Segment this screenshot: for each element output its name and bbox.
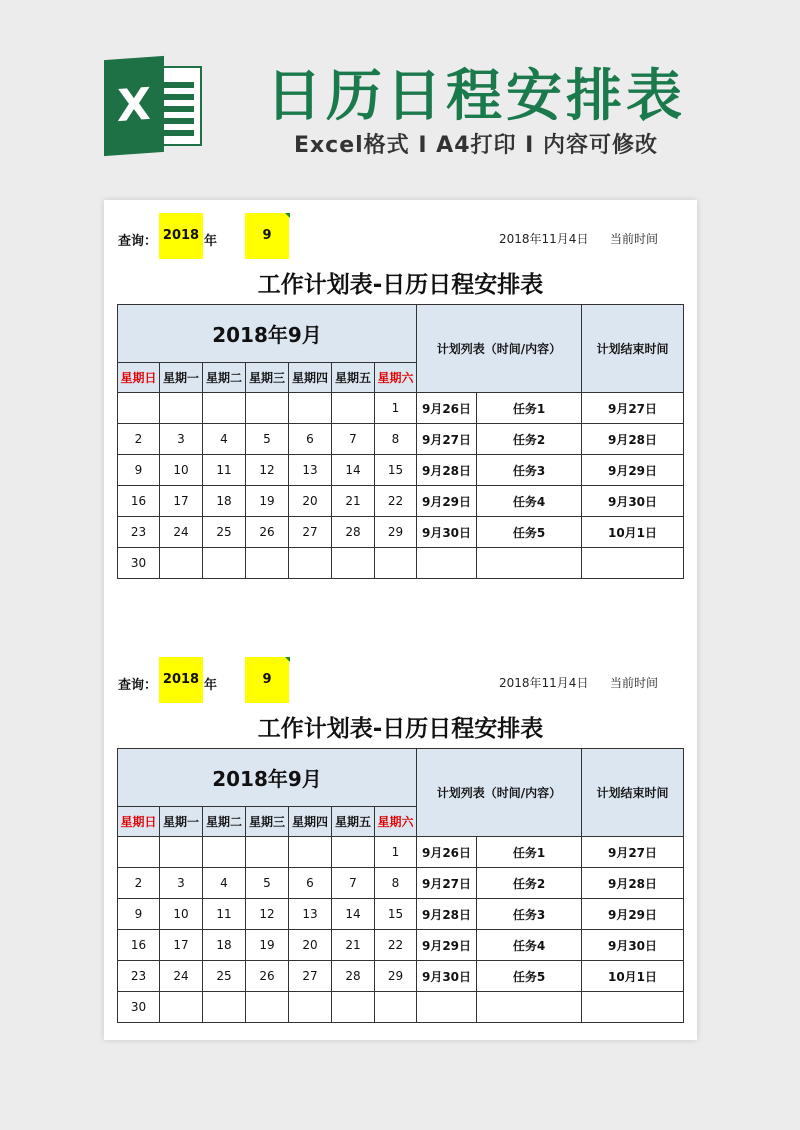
table-row [118, 961, 684, 992]
plan-task-cell[interactable]: 任务2 [477, 424, 582, 455]
plan-end-cell[interactable]: 9月27日 [582, 837, 684, 868]
day-cell[interactable] [375, 992, 417, 1023]
day-cell[interactable] [118, 393, 160, 424]
day-cell[interactable]: 3 [160, 424, 203, 455]
weekday-header: 星期三 [246, 363, 289, 393]
weekday-header: 星期二 [203, 807, 246, 837]
weekday-header: 星期三 [246, 807, 289, 837]
plan-date-cell[interactable]: 9月30日 [417, 517, 477, 548]
weekday-header: 星期四 [289, 807, 332, 837]
day-cell[interactable]: 28 [332, 517, 375, 548]
table-row [118, 930, 684, 961]
excel-x-icon [104, 56, 164, 156]
plan-task-cell[interactable]: 任务3 [477, 899, 582, 930]
table-row [118, 868, 684, 899]
weekday-header: 星期一 [160, 807, 203, 837]
plan-date-cell[interactable]: 9月27日 [417, 424, 477, 455]
day-cell[interactable]: 13 [289, 455, 332, 486]
day-cell[interactable] [375, 548, 417, 579]
day-cell[interactable]: 23 [118, 961, 160, 992]
cell-comment-indicator-icon [285, 657, 290, 662]
day-cell[interactable]: 7 [332, 424, 375, 455]
day-cell[interactable]: 29 [375, 961, 417, 992]
day-cell[interactable]: 7 [332, 868, 375, 899]
day-cell[interactable]: 24 [160, 517, 203, 548]
current-time-label: 当前时间 [610, 676, 659, 690]
plan-list-header: 计划列表（时间/内容） [417, 305, 582, 393]
table-row [118, 393, 684, 424]
day-cell[interactable]: 8 [375, 868, 417, 899]
cell-comment-indicator-icon [285, 213, 290, 218]
month-input-cell[interactable]: 9 [245, 213, 289, 259]
plan-date-cell[interactable]: 9月26日 [417, 837, 477, 868]
sheet-title: 工作计划表-日历日程安排表 [257, 716, 544, 742]
plan-date-cell[interactable]: 9月27日 [417, 868, 477, 899]
month-header: 2018年9月 [118, 305, 417, 363]
day-cell[interactable]: 6 [289, 868, 332, 899]
plan-date-cell[interactable] [417, 548, 477, 579]
current-date: 2018年11月4日 [499, 232, 589, 246]
table-row [118, 517, 684, 548]
query-label: 查询： [118, 234, 158, 249]
year-input-cell[interactable]: 2018 [159, 657, 203, 703]
plan-list-header: 计划列表（时间/内容） [417, 749, 582, 837]
plan-date-cell[interactable]: 9月29日 [417, 930, 477, 961]
day-cell[interactable]: 30 [118, 548, 160, 579]
day-cell[interactable] [246, 992, 289, 1023]
current-date: 2018年11月4日 [499, 676, 589, 690]
day-cell[interactable]: 12 [246, 899, 289, 930]
day-cell[interactable]: 14 [332, 455, 375, 486]
day-cell[interactable] [203, 992, 246, 1023]
current-time-label: 当前时间 [610, 232, 659, 246]
plan-date-cell[interactable] [417, 992, 477, 1023]
day-cell[interactable] [289, 548, 332, 579]
day-cell[interactable] [246, 548, 289, 579]
day-cell[interactable]: 17 [160, 486, 203, 517]
weekday-header: 星期二 [203, 363, 246, 393]
day-cell[interactable]: 15 [375, 455, 417, 486]
calendar-table [117, 304, 684, 579]
day-cell[interactable] [289, 837, 332, 868]
day-cell[interactable]: 20 [289, 930, 332, 961]
day-cell[interactable] [332, 548, 375, 579]
day-cell[interactable]: 13 [289, 899, 332, 930]
day-cell[interactable] [160, 548, 203, 579]
weekday-header: 星期五 [332, 807, 375, 837]
table-row [118, 548, 684, 579]
day-cell[interactable]: 27 [289, 961, 332, 992]
weekday-header: 星期日 [118, 807, 160, 837]
plan-end-cell[interactable]: 10月1日 [582, 517, 684, 548]
banner-subtitle: Excel格式 I A4打印 I 内容可修改 [293, 133, 659, 158]
day-cell[interactable]: 3 [160, 868, 203, 899]
day-cell[interactable]: 14 [332, 899, 375, 930]
day-cell[interactable]: 29 [375, 517, 417, 548]
year-input-cell[interactable]: 2018 [159, 213, 203, 259]
plan-task-cell[interactable] [477, 548, 582, 579]
plan-task-cell[interactable]: 任务5 [477, 517, 582, 548]
excel-logo-icon [104, 58, 204, 154]
day-cell[interactable]: 11 [203, 899, 246, 930]
banner-title: 日历日程安排表 [266, 64, 686, 129]
day-cell[interactable]: 28 [332, 961, 375, 992]
day-cell[interactable]: 21 [332, 930, 375, 961]
day-cell[interactable]: 20 [289, 486, 332, 517]
day-cell[interactable]: 1 [375, 393, 417, 424]
day-cell[interactable] [203, 393, 246, 424]
sheet-title: 工作计划表-日历日程安排表 [257, 272, 544, 298]
day-cell[interactable]: 9 [118, 455, 160, 486]
day-cell[interactable]: 9 [118, 899, 160, 930]
end-time-header: 计划结束时间 [582, 305, 684, 393]
plan-task-cell[interactable]: 任务4 [477, 486, 582, 517]
day-cell[interactable]: 19 [246, 930, 289, 961]
day-cell[interactable]: 22 [375, 486, 417, 517]
day-cell[interactable]: 23 [118, 517, 160, 548]
day-cell[interactable]: 10 [160, 455, 203, 486]
table-row [118, 455, 684, 486]
day-cell[interactable]: 11 [203, 455, 246, 486]
plan-date-cell[interactable]: 9月28日 [417, 455, 477, 486]
weekday-header: 星期日 [118, 363, 160, 393]
day-cell[interactable]: 21 [332, 486, 375, 517]
plan-end-cell[interactable]: 9月27日 [582, 393, 684, 424]
table-row [118, 837, 684, 868]
day-cell[interactable] [332, 393, 375, 424]
month-header: 2018年9月 [118, 749, 417, 807]
calendar-table [117, 748, 684, 1023]
weekday-header: 星期六 [375, 807, 417, 837]
month-input-cell[interactable]: 9 [245, 657, 289, 703]
plan-date-cell[interactable]: 9月30日 [417, 961, 477, 992]
day-cell[interactable]: 25 [203, 961, 246, 992]
header-row [118, 305, 684, 363]
plan-end-cell[interactable] [582, 548, 684, 579]
plan-end-cell[interactable]: 9月30日 [582, 930, 684, 961]
weekday-header: 星期五 [332, 363, 375, 393]
table-row [118, 992, 684, 1023]
plan-task-cell[interactable]: 任务5 [477, 961, 582, 992]
day-cell[interactable]: 17 [160, 930, 203, 961]
weekday-header: 星期六 [375, 363, 417, 393]
plan-date-cell[interactable]: 9月26日 [417, 393, 477, 424]
logo-letter: X [117, 78, 151, 133]
plan-date-cell[interactable]: 9月29日 [417, 486, 477, 517]
plan-end-cell[interactable] [582, 992, 684, 1023]
day-cell[interactable]: 18 [203, 486, 246, 517]
day-cell[interactable]: 26 [246, 517, 289, 548]
day-cell[interactable] [289, 393, 332, 424]
weekday-header: 星期一 [160, 363, 203, 393]
day-cell[interactable]: 16 [118, 930, 160, 961]
day-cell[interactable]: 5 [246, 424, 289, 455]
plan-end-cell[interactable]: 9月29日 [582, 455, 684, 486]
header-banner [0, 0, 800, 200]
day-cell[interactable]: 18 [203, 930, 246, 961]
day-cell[interactable] [332, 837, 375, 868]
spreadsheet-page [104, 200, 697, 1040]
plan-task-cell[interactable]: 任务2 [477, 868, 582, 899]
day-cell[interactable] [289, 992, 332, 1023]
day-cell[interactable]: 22 [375, 930, 417, 961]
day-cell[interactable] [160, 393, 203, 424]
table-row [118, 486, 684, 517]
day-cell[interactable]: 30 [118, 992, 160, 1023]
day-cell[interactable]: 4 [203, 424, 246, 455]
day-cell[interactable]: 6 [289, 424, 332, 455]
year-unit-label: 年 [204, 234, 218, 249]
plan-task-cell[interactable]: 任务3 [477, 455, 582, 486]
table-row [118, 424, 684, 455]
day-cell[interactable]: 27 [289, 517, 332, 548]
plan-task-cell[interactable]: 任务1 [477, 393, 582, 424]
day-cell[interactable]: 4 [203, 868, 246, 899]
day-cell[interactable]: 2 [118, 424, 160, 455]
plan-end-cell[interactable]: 10月1日 [582, 961, 684, 992]
day-cell[interactable]: 25 [203, 517, 246, 548]
end-time-header: 计划结束时间 [582, 749, 684, 837]
plan-task-cell[interactable] [477, 992, 582, 1023]
day-cell[interactable]: 5 [246, 868, 289, 899]
day-cell[interactable]: 2 [118, 868, 160, 899]
day-cell[interactable]: 10 [160, 899, 203, 930]
plan-task-cell[interactable]: 任务4 [477, 930, 582, 961]
header-row [118, 749, 684, 807]
day-cell[interactable]: 24 [160, 961, 203, 992]
day-cell[interactable] [246, 837, 289, 868]
plan-end-cell[interactable]: 9月29日 [582, 899, 684, 930]
day-cell[interactable] [160, 992, 203, 1023]
day-cell[interactable]: 1 [375, 837, 417, 868]
day-cell[interactable] [203, 548, 246, 579]
plan-task-cell[interactable]: 任务1 [477, 837, 582, 868]
year-unit-label: 年 [204, 678, 218, 693]
day-cell[interactable] [160, 837, 203, 868]
day-cell[interactable]: 15 [375, 899, 417, 930]
plan-end-cell[interactable]: 9月30日 [582, 486, 684, 517]
day-cell[interactable]: 8 [375, 424, 417, 455]
plan-end-cell[interactable]: 9月28日 [582, 424, 684, 455]
day-cell[interactable]: 19 [246, 486, 289, 517]
day-cell[interactable] [332, 992, 375, 1023]
plan-date-cell[interactable]: 9月28日 [417, 899, 477, 930]
query-label: 查询： [118, 678, 158, 693]
day-cell[interactable] [118, 837, 160, 868]
day-cell[interactable] [246, 393, 289, 424]
table-row [118, 899, 684, 930]
plan-end-cell[interactable]: 9月28日 [582, 868, 684, 899]
day-cell[interactable]: 12 [246, 455, 289, 486]
day-cell[interactable]: 16 [118, 486, 160, 517]
weekday-header: 星期四 [289, 363, 332, 393]
day-cell[interactable] [203, 837, 246, 868]
day-cell[interactable]: 26 [246, 961, 289, 992]
